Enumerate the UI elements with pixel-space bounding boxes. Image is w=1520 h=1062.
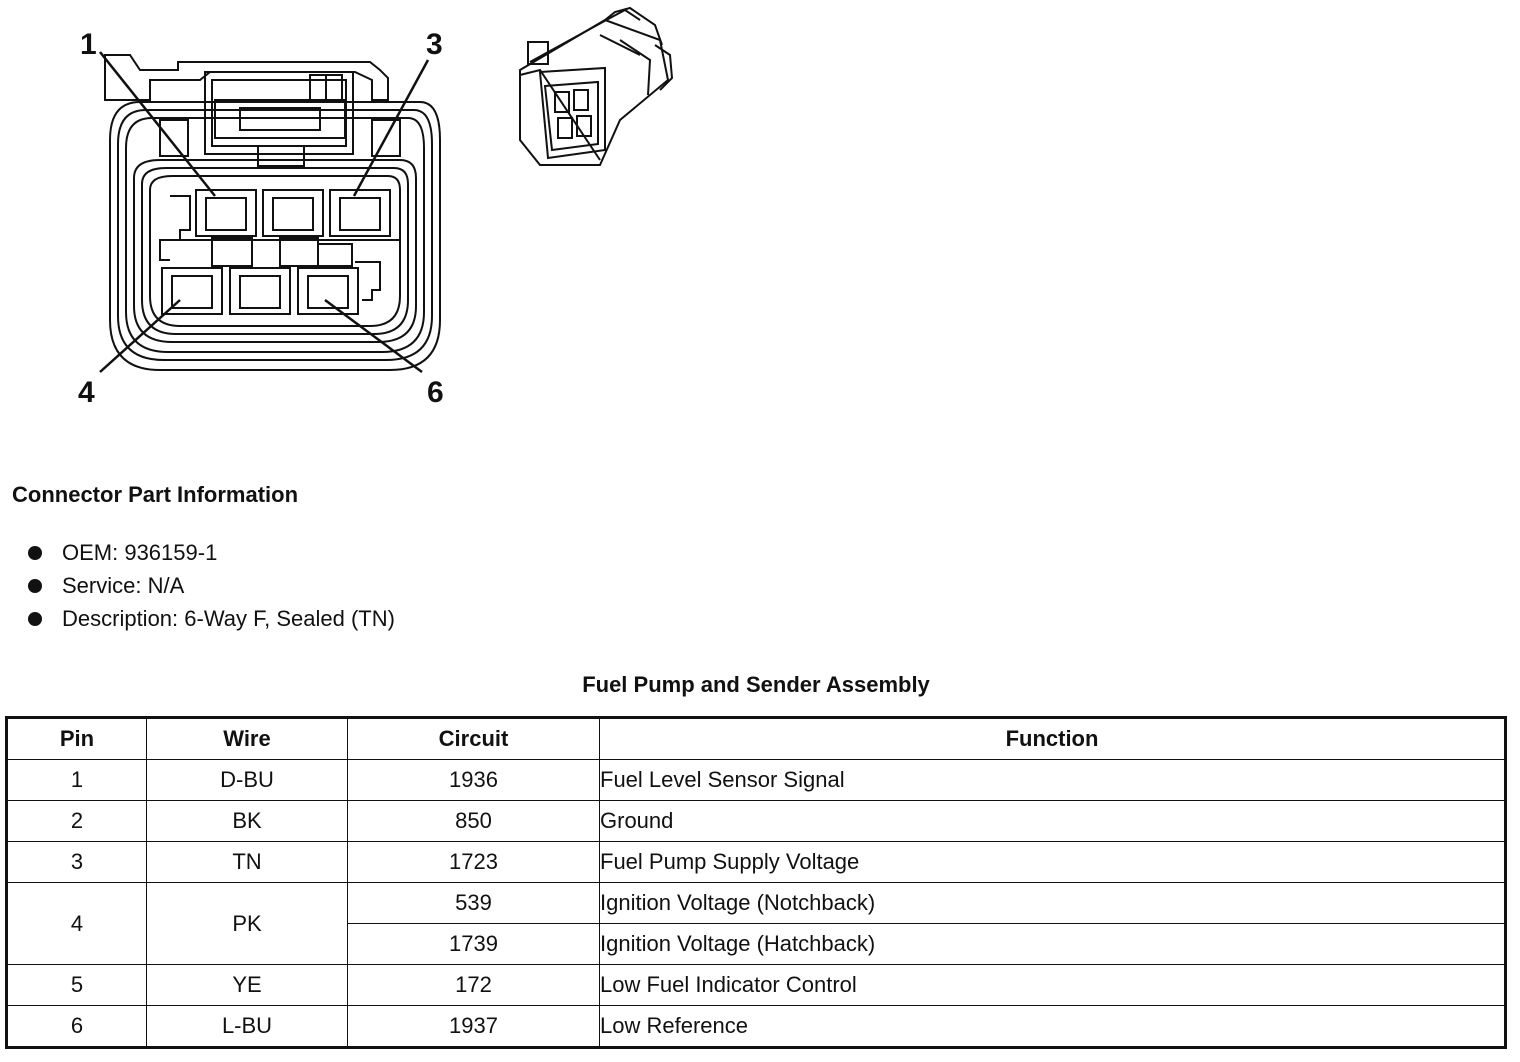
table-row xyxy=(7,1006,1506,1048)
cell-function: Ignition Voltage (Notchback) xyxy=(600,883,1506,924)
cell-function: Fuel Level Sensor Signal xyxy=(600,760,1506,801)
cell-pin: 1 xyxy=(7,760,147,801)
cell-function: Ground xyxy=(600,801,1506,842)
table-header-row xyxy=(7,718,1506,760)
cell-pin: 5 xyxy=(7,965,147,1006)
connector-description: Description: 6-Way F, Sealed (TN) xyxy=(62,605,395,631)
cell-function: Ignition Voltage (Hatchback) xyxy=(600,924,1506,965)
cell-circuit: 1723 xyxy=(348,842,600,883)
cell-circuit: 172 xyxy=(348,965,600,1006)
pin-callout-6: 6 xyxy=(427,376,444,409)
cell-circuit: 1739 xyxy=(348,924,600,965)
pinout-table xyxy=(5,716,1507,1049)
list-item xyxy=(28,602,395,635)
table-row xyxy=(7,842,1506,883)
table-row xyxy=(7,760,1506,801)
cell-circuit: 539 xyxy=(348,883,600,924)
cell-pin: 6 xyxy=(7,1006,147,1048)
list-item xyxy=(28,569,395,602)
cell-wire: TN xyxy=(147,842,348,883)
cell-pin: 3 xyxy=(7,842,147,883)
table-caption: Fuel Pump and Sender Assembly xyxy=(582,672,930,697)
cell-pin: 2 xyxy=(7,801,147,842)
cell-function: Low Fuel Indicator Control xyxy=(600,965,1506,1006)
header-circuit: Circuit xyxy=(348,718,600,760)
list-item xyxy=(28,536,395,569)
bullet-icon xyxy=(28,612,42,626)
cell-pin: 4 xyxy=(7,883,147,965)
cell-function: Fuel Pump Supply Voltage xyxy=(600,842,1506,883)
oem-part-number: OEM: 936159-1 xyxy=(62,539,218,565)
table-row xyxy=(7,801,1506,842)
cell-circuit: 1936 xyxy=(348,760,600,801)
cell-wire: PK xyxy=(147,883,348,965)
header-function: Function xyxy=(600,718,1506,760)
pin-callout-4: 4 xyxy=(78,376,95,409)
connector-isometric-diagram xyxy=(505,0,680,170)
bullet-icon xyxy=(28,546,42,560)
table-row xyxy=(7,883,1506,924)
cell-wire: D-BU xyxy=(147,760,348,801)
cell-wire: YE xyxy=(147,965,348,1006)
connector-info-list xyxy=(28,536,395,635)
cell-function: Low Reference xyxy=(600,1006,1506,1048)
pin-callout-1: 1 xyxy=(80,28,97,61)
header-pin: Pin xyxy=(7,718,147,760)
cell-circuit: 850 xyxy=(348,801,600,842)
header-wire: Wire xyxy=(147,718,348,760)
service-part-number: Service: N/A xyxy=(62,572,185,598)
connector-face-diagram xyxy=(70,20,470,420)
table-row xyxy=(7,965,1506,1006)
cell-wire: BK xyxy=(147,801,348,842)
terminal-cavities xyxy=(160,190,400,314)
bullet-icon xyxy=(28,579,42,593)
connector-info-heading: Connector Part Information xyxy=(12,482,299,507)
pin-callout-3: 3 xyxy=(426,28,443,61)
cell-wire: L-BU xyxy=(147,1006,348,1048)
cell-circuit: 1937 xyxy=(348,1006,600,1048)
